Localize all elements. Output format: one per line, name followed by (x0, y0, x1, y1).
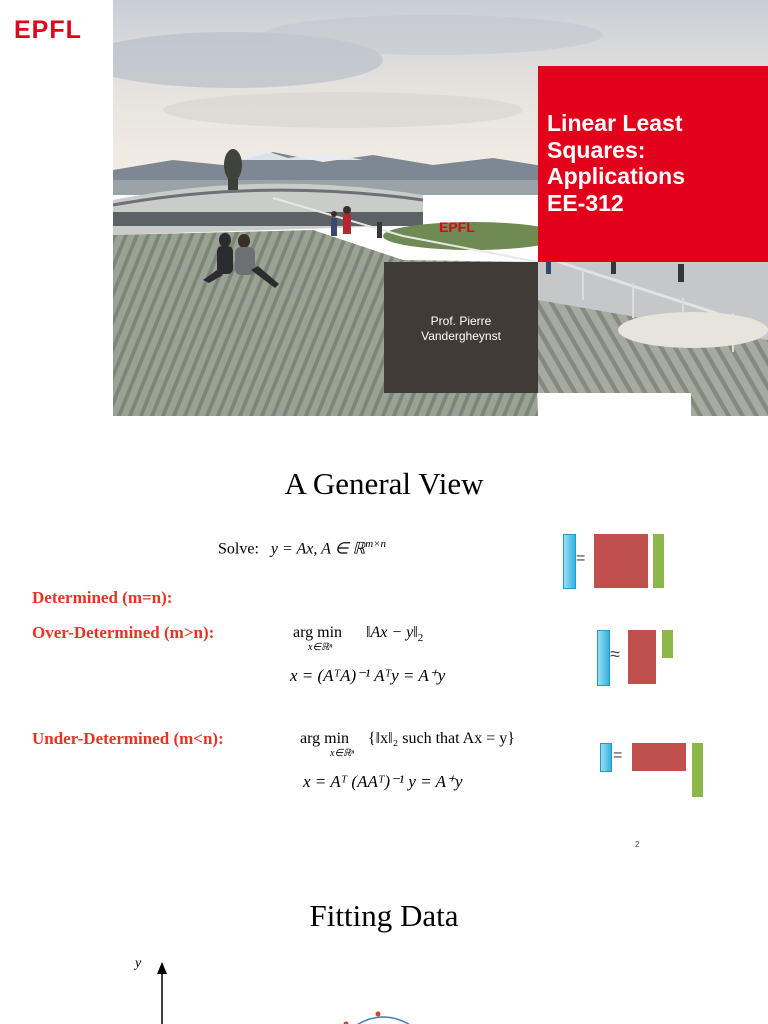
slide3-title: Fitting Data (309, 898, 459, 933)
under-argmin: arg min (300, 730, 350, 747)
under-argmin-sub: x∈ℝⁿ (330, 748, 355, 759)
solve-sup: m×n (365, 538, 387, 550)
fit-curve (355, 1017, 412, 1024)
equals-symbol-1: = (576, 550, 586, 567)
over-argmin-sub: x∈ℝⁿ (308, 642, 333, 653)
slide2-title: A General View (284, 466, 484, 501)
solve-eq: y = Ax, A ∈ ℝ (270, 540, 366, 558)
y-axis-arrow (157, 962, 167, 974)
data-point (376, 1012, 381, 1017)
under-solution: x = Aᵀ (AAᵀ)⁻¹ y = A⁺y (303, 772, 463, 791)
over-determined-label: Over-Determined (m>n): (32, 623, 215, 642)
page-number: 2 (635, 840, 640, 849)
title-line-2: Squares: (547, 136, 646, 163)
epfl-logo: EPFL (14, 16, 82, 44)
over-norm-text: ‖Ax − y‖ (366, 624, 418, 641)
under-objective: {‖x‖₂ such that Ax = y} (368, 730, 515, 747)
title-line-3: Applications (547, 163, 686, 189)
determined-label: Determined (m=n): (32, 588, 173, 607)
solve-label: Solve: (218, 540, 259, 558)
title-line-4: EE-312 (547, 189, 624, 216)
equals-symbol-2: = (613, 747, 623, 764)
y-axis-label: y (135, 956, 142, 971)
over-argmin-text: arg min (293, 624, 343, 641)
author-line-2: Vandergheynst (421, 329, 501, 343)
author-line-1: Prof. Pierre (430, 314, 492, 328)
epfl-sign-text: EPFL (439, 219, 475, 235)
title-line-1: Linear Least (547, 110, 683, 136)
under-determined-label: Under-Determined (m<n): (32, 729, 224, 748)
over-solution: x = (AᵀA)⁻¹ Aᵀy = A⁺y (290, 666, 446, 685)
approx-symbol: ≈ (610, 644, 620, 664)
over-norm-sub: 2 (417, 632, 424, 645)
